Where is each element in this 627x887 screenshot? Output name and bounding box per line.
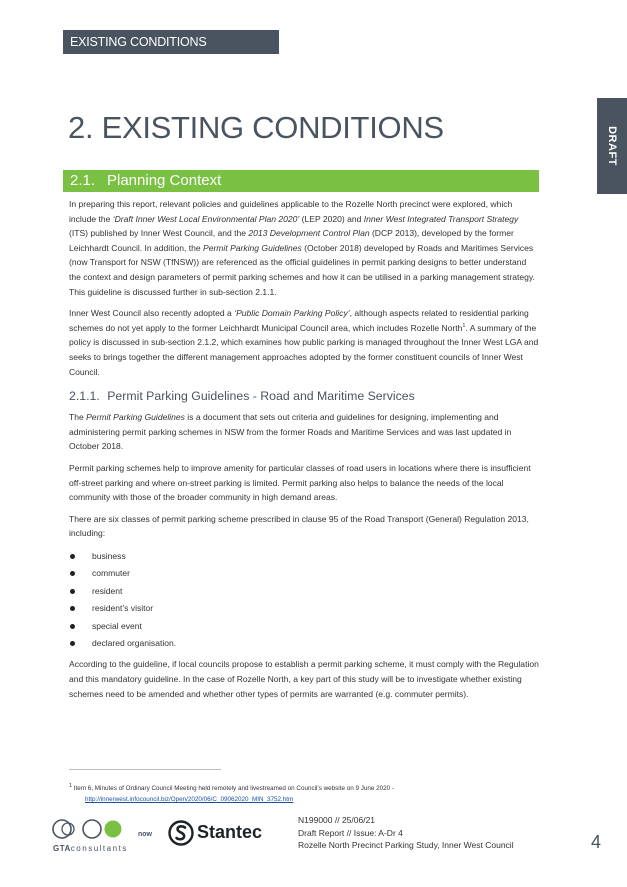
text-run: . A summary of the policy is discussed in sub-section 2.1.2, which examines how public parking is managed throughout the Inner West LGA and seeks to brings together the different management approaches adopted by the former constituent councils of Inner West Council. [69, 322, 539, 377]
doc-issue: Draft Report // Issue: A-Dr 4 [298, 827, 403, 838]
italic-run: Permit Parking Guidelines [203, 242, 302, 253]
page-number: 4 [591, 832, 602, 852]
paragraph-guidelines [69, 410, 539, 454]
list-item [69, 600, 539, 617]
subsection-number: 2.1.1. [69, 389, 100, 404]
list-item-label: resident [92, 585, 123, 596]
bullet-icon [70, 571, 75, 576]
body-text [69, 197, 539, 708]
running-header: EXISTING CONDITIONS [63, 30, 279, 54]
italic-run: Inner West Integrated Transport Strategy [363, 213, 519, 224]
text-run: In preparing this report, relevant policies and guidelines applicable to the Rozelle North precinct were explored, which include the [69, 199, 513, 224]
stantec-wordmark: Stantec [197, 822, 263, 842]
draft-tab [597, 98, 627, 194]
list-item [69, 635, 539, 652]
section-heading [63, 170, 539, 192]
subsection-title: Permit Parking Guidelines - Road and Maritime Services [107, 389, 415, 404]
paragraph-planning-context [69, 197, 539, 299]
gta-suffix: consultants [70, 844, 128, 853]
italic-run: ‘Public Domain Parking Policy’ [234, 308, 350, 319]
bullet-icon [70, 554, 75, 559]
bullet-icon [70, 606, 75, 611]
footnote-link[interactable]: http://innerwest.infocouncil.biz/Open/2020/06/C_09062020_MIN_3752.htm [85, 796, 294, 803]
text-run: (LEP 2020) and [299, 213, 364, 224]
document-info [298, 814, 514, 852]
list-item [69, 548, 539, 565]
bullet-icon [70, 589, 75, 594]
italic-run: Permit Parking Guidelines [86, 412, 185, 423]
paragraph-guideline-compliance: According to the guideline, if local councils propose to establish a permit parking scheme, it must comply with the Regulation and this mandatory guideline. In the case of Rozelle North, a key part of this study will be to investigate whether existing schemes need to be amended and whether other types of permits are warranted (e.g. commuter permits). [69, 659, 539, 699]
list-item-label: special event [92, 620, 142, 631]
list-item-label: commuter [92, 568, 130, 579]
text-run: (October 2018) developed by Roads and Maritimes Services (now Transport for NSW (TfNSW)) are referenced as the official guidelines in permit parking designs to better understand the context and design parameters of permit parking schemes and how it can be utilised in a parking management strategy. This guideline is discussed further in sub-section 2.1.1. [69, 242, 535, 297]
paragraph-six-classes: There are six classes of permit parking scheme prescribed in clause 95 of the Road Transport (General) Regulation 2013, including: [69, 513, 529, 539]
section-number: 2.1. [70, 172, 96, 189]
text-run: The [69, 412, 87, 423]
footnote-ref[interactable]: 1 [462, 322, 466, 329]
italic-run: ‘Draft Inner West Local Environmental Plan 2020’ [112, 213, 300, 224]
text-run: (ITS) published by Inner West Council, and the [69, 228, 249, 239]
bullet-icon [70, 624, 75, 629]
gta-circles-icon [52, 818, 136, 844]
draft-label: DRAFT [606, 126, 618, 166]
subsection-heading [69, 388, 539, 404]
gta-wordmark [53, 844, 128, 853]
text-run: , although aspects related to residential parking schemes do not yet apply to the former Leichhardt Municipal Council area, which includes Rozelle North [69, 308, 529, 333]
footnote-divider [69, 769, 221, 770]
stantec-s-icon [168, 819, 194, 847]
list-item [69, 618, 539, 635]
paragraph-parking-policy [69, 306, 539, 379]
gta-consultants-logo [52, 818, 136, 856]
now-label: now [138, 831, 152, 838]
doc-reference: N199000 // 25/06/21 [298, 815, 376, 825]
italic-run: 2013 Development Control Plan [248, 228, 370, 239]
list-item [69, 583, 539, 600]
text-run: (DCP 2013), developed by the former Leichhardt Council. In addition, the [69, 228, 514, 253]
list-item-label: resident’s visitor [92, 603, 154, 614]
bullet-icon [70, 641, 75, 646]
list-item [69, 565, 539, 582]
footnote [69, 783, 539, 805]
paragraph-permit-schemes: Permit parking schemes help to improve amenity for particular classes of road users in locations where there is insufficient off-street parking and where on-street parking is limited. Permit parking also helps to balance the needs of the local community with those of the broader community in high demand areas. [69, 462, 531, 503]
text-run: is a document that sets out criteria and guidelines for designing, implementing and administering permit parking schemes in NSW from the former Roads and Maritime Services and was last updated in October 2018. [69, 412, 512, 452]
permit-class-list [69, 548, 539, 652]
footnote-marker: 1 [69, 782, 73, 789]
page-title: 2. EXISTING CONDITIONS [68, 110, 444, 145]
gta-brand: GTA [53, 844, 71, 853]
list-item-label: business [92, 550, 126, 561]
doc-project: Rozelle North Precinct Parking Study, Inner West Council [298, 840, 514, 850]
text-run: Inner West Council also recently adopted a [69, 308, 235, 319]
footnote-text: Item 6, Minutes of Ordinary Council Meeting held remotely and livestreamed on Council’s website on 9 June 2020 - [72, 785, 394, 792]
section-title: Planning Context [107, 172, 222, 189]
list-item-label: declared organisation. [92, 637, 177, 648]
